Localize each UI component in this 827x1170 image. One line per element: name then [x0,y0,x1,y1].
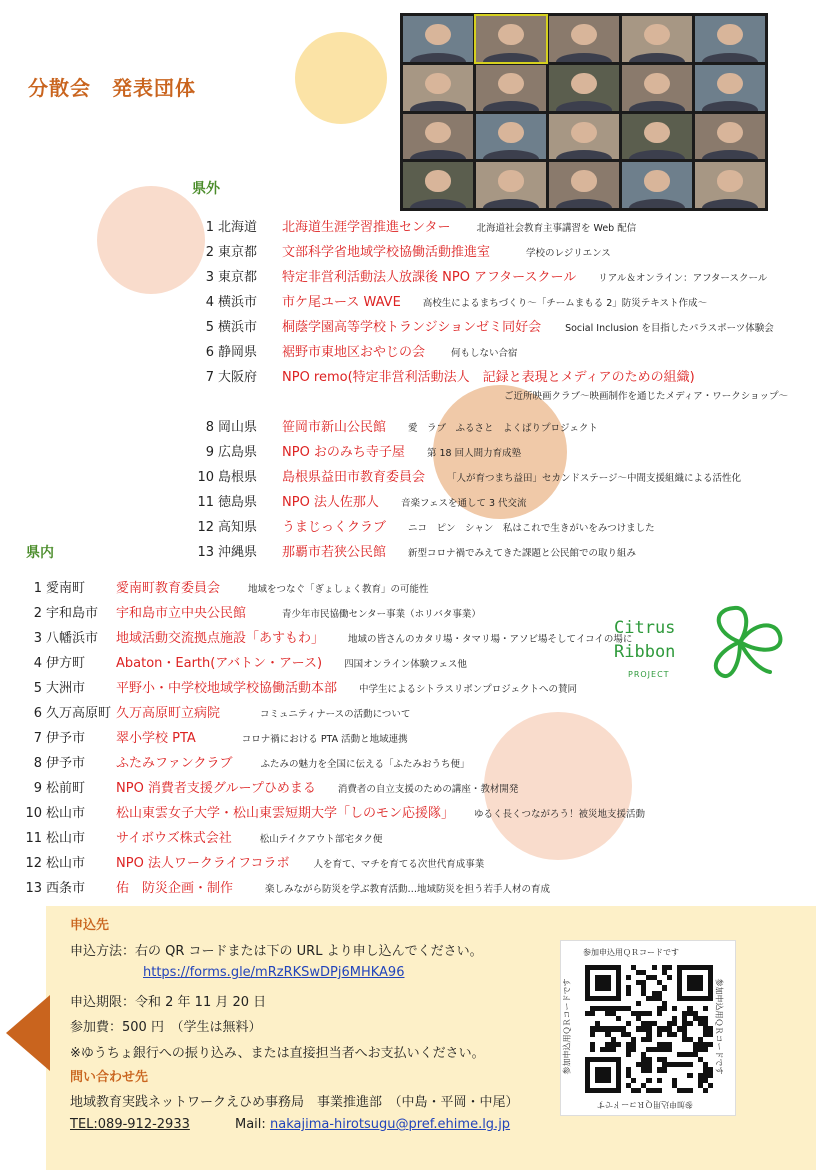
inside_list-row [22,602,481,622]
row-description: 新型コロナ禍でみえてきた課題と公民館での取り組み [408,548,637,559]
row-prefecture: 西条市 [46,881,86,896]
row-organization: 文部科学省地域学校協働活動推進室 [282,245,491,260]
row-prefecture: 宇和島市 [46,606,99,621]
row-organization: 佑 防災企画・制作 [116,881,234,896]
pointer-triangle-icon [6,995,50,1071]
citrus-ribbon-logo [598,590,794,690]
row-number: 10 [25,806,42,821]
decor-circle-yellow [295,32,387,124]
outside_list-row [196,266,767,286]
row-prefecture: 北海道 [218,220,258,235]
row-organization: NPO 消費者支援グループひめまる [116,781,316,796]
row-number: 8 [33,756,42,771]
row-description: Social Inclusion を目指したパラスポーツ体験会 [565,323,774,334]
inside_list-row [22,702,410,722]
row-number: 2 [33,606,42,621]
row-description: 楽しみながら防災を学ぶ教育活動…地域防災を担う若手人材の育成 [265,884,551,895]
row-description: ニコ ピン シャン 私はこれで生きがいをみつけました [408,523,655,534]
row-description: 中学生によるシトラスリボンプロジェクトへの賛同 [359,684,578,695]
row-number: 12 [25,856,42,871]
row-description: 青少年市民協働センター事業（ホリバタ事業） [282,609,481,620]
apply-url-link[interactable]: https://forms.gle/mRzRKSwDPj6MHKA96 [143,965,405,980]
row-description: ご近所映画クラブ～映画制作を通じたメディア・ワークショップ～ [504,391,789,402]
outside_list-row [196,441,521,461]
apply-heading: 申込先 [70,918,110,933]
row-organization: 特定非営利活動法人放課後 NPO アフタースクール [282,270,577,285]
row-number: 6 [205,345,214,360]
row-prefecture: 島根県 [218,470,258,485]
row-number: 7 [205,370,214,385]
row-prefecture: 岡山県 [218,420,258,435]
row-organization: うまじっくクラブ [282,520,387,535]
row-prefecture: 横浜市 [218,295,258,310]
row-number: 7 [33,731,42,746]
row-prefecture: 松山市 [46,806,86,821]
inside_list-row [22,752,470,772]
row-number: 4 [205,295,214,310]
row-description: 学校のレジリエンス [526,248,611,259]
inside_list-row [22,577,429,597]
row-description: 第 18 回人間力育成塾 [426,448,522,459]
row-number: 1 [33,581,42,596]
row-description: 地域の皆さんのカタリ場・タマリ場・アソビ場そしてイコイの場に [348,634,633,645]
inside_list-row [22,652,467,672]
section-outside: 県外 [192,181,220,197]
decor-circle-pink [97,186,205,294]
row-prefecture: 松山市 [46,856,86,871]
inside_list-row [22,677,577,697]
row-organization: 平野小・中学校地域学校協働活動本部 [116,681,338,696]
row-organization: 翠小学校 PTA [116,731,196,746]
row-description: コミュニティナースの活動について [260,709,411,720]
contact-mail-label: Mail: [235,1117,266,1132]
section-inside: 県内 [26,545,54,561]
contact-office: 地域教育実践ネットワークえひめ事務局 事業推進部 （中島・平岡・中尾） [70,1095,519,1110]
row-organization: ふたみファンクラブ [116,756,233,771]
outside_list-row [196,291,707,311]
qr-caption-top: 参加申込用ＱＲコードです [583,948,679,957]
row-prefecture: 松前町 [46,781,86,796]
row-organization: 笹岡市新山公民館 [282,420,387,435]
ribbon-icon [598,590,794,690]
outside_list-row [196,216,636,236]
apply-fee: 参加費：500 円 （学生は無料） [70,1020,262,1035]
row-number: 1 [205,220,214,235]
inside_list-row [22,777,518,797]
row-number: 13 [25,881,42,896]
row-organization: 久万高原町立病院 [116,706,221,721]
row-number: 6 [33,706,42,721]
inside_list-row [22,877,550,897]
qr-caption-bottom: 参加申込用ＱＲコードです [597,1100,693,1109]
qr-code-icon [585,965,713,1093]
row-organization: 宇和島市立中央公民館 [116,606,247,621]
outside_list-row [196,366,717,386]
outside_list-row [196,466,741,486]
row-prefecture: 伊方町 [46,656,86,671]
row-description: 北海道社会教育主事講習を Web 配信 [476,223,637,234]
row-organization: サイボウズ株式会社 [116,831,232,846]
row-prefecture: 高知県 [218,520,258,535]
row-organization: 那覇市若狭公民館 [282,545,387,560]
apply-note: ※ゆうちょ銀行への振り込み、または直接担当者へお支払いください。 [70,1046,485,1061]
row-number: 11 [25,831,42,846]
outside_list-row [196,416,598,436]
qr-caption-left: 参加申込用ＱＲコードです [562,978,572,1075]
row-organization: Abaton・Earth(アバトン・アース) [116,656,323,671]
row-prefecture: 沖縄県 [218,545,258,560]
row-description: コロナ禍における PTA 活動と地域連携 [241,734,408,745]
logo-sub: PROJECT [628,670,670,679]
row-prefecture: 大洲市 [46,681,86,696]
row-prefecture: 伊予市 [46,731,86,746]
row-description: 松山テイクアウト部宅タク便 [259,834,383,845]
qr-caption-right: 参加申込用ＱＲコードです [714,978,724,1075]
row-description: リアル＆オンライン：アフタースクール [598,273,768,284]
row-organization: 愛南町教育委員会 [116,581,221,596]
contact-heading: 問い合わせ先 [70,1070,149,1085]
row-number: 9 [33,781,42,796]
row-organization: NPO おのみち寺子屋 [282,445,405,460]
row-description: 何もしない合宿 [451,348,518,359]
row-number: 2 [205,245,214,260]
row-number: 5 [33,681,42,696]
row-organization: NPO 法人佐那人 [282,495,379,510]
row-organization: 裾野市東地区おやじの会 [282,345,426,360]
row-description: 「人が育つまち益田」セカンドステージ～中間支援組織による活性化 [447,473,742,484]
inside_list-row [22,727,408,747]
apply-deadline: 申込期限：令和 2 年 11 月 20 日 [70,995,267,1010]
row-prefecture: 東京都 [218,245,258,260]
outside_list-row [196,241,611,261]
row-description: 四国オンライン体験フェス他 [344,659,467,670]
inside_list-row [22,852,484,872]
row-prefecture: 松山市 [46,831,86,846]
contact-mail-link[interactable]: nakajima-hirotsugu@pref.ehime.lg.jp [270,1117,511,1132]
outside_list-row [196,516,655,536]
row-prefecture: 静岡県 [218,345,258,360]
inside_list-row [22,827,382,847]
row-number: 3 [205,270,214,285]
row-organization: 北海道生涯学習推進センター [282,220,451,235]
row-organization: NPO remo(特定非営利活動法人 記録と表現とメディアのための組織) [282,370,695,385]
row-number: 13 [197,545,214,560]
row-prefecture: 徳島県 [218,495,258,510]
row-organization: NPO 法人ワークライフコラボ [116,856,290,871]
row-number: 11 [197,495,214,510]
logo-line2: Ribbon [614,642,676,662]
row-prefecture: 東京都 [218,270,258,285]
row-number: 12 [197,520,214,535]
apply-method: 申込方法：右の QR コードまたは下の URL より申し込んでください。 [70,944,483,959]
video-conference-photo [400,13,768,211]
logo-line1: Citrus [614,618,676,638]
row-prefecture: 久万高原町 [46,706,112,721]
outside_list-row [196,341,518,361]
row-prefecture: 愛南町 [46,581,86,596]
outside_list-row [196,316,774,336]
page-title: 分散会 発表団体 [28,76,196,100]
row-number: 8 [205,420,214,435]
row-description: 消費者の自立支援のための講座・教材開発 [337,784,519,795]
row-organization: 桐蔭学園高等学校トランジションゼミ同好会 [282,320,542,335]
row-description: 愛 ラブ ふるさと よくばりプロジェクト [408,423,598,434]
row-organization: 松山東雲女子大学・松山東雲短期大学「しのモン応援隊」 [116,806,455,821]
row-description: 音楽フェスを通して 3 代交流 [400,498,527,509]
outside_list-row [196,491,527,511]
row-prefecture: 伊予市 [46,756,86,771]
row-organization: 地域活動交流拠点施設「あすもわ」 [116,631,325,646]
row-organization: 市ケ尾ユース WAVE [282,295,401,310]
row-description: 人を育て、マチを育てる次世代育成事業 [313,859,485,870]
row-prefecture: 横浜市 [218,320,258,335]
row-organization: 島根県益田市教育委員会 [282,470,426,485]
row-number: 5 [205,320,214,335]
row-prefecture: 八幡浜市 [46,631,99,646]
qr-code-box[interactable] [560,940,736,1116]
row-number: 9 [205,445,214,460]
inside_list-row [22,627,632,647]
row-prefecture: 広島県 [218,445,258,460]
inside_list-row [22,802,645,822]
row-number: 3 [33,631,42,646]
row-number: 10 [197,470,214,485]
contact-tel[interactable]: TEL:089-912-2933 [70,1117,190,1132]
row-description: ふたみの魅力を全国に伝える「ふたみおうち便」 [260,759,470,770]
outside_list-row [196,541,636,561]
row-description: 地域をつなぐ「ぎょしょく教育」の可能性 [248,584,429,595]
row-description: ゆるく長くつながろう！被災地支援活動 [474,809,646,820]
row-prefecture: 大阪府 [218,370,258,385]
row-number: 4 [33,656,42,671]
row-description: 高校生によるまちづくり～「チームまもる 2」防災テキスト作成～ [422,298,708,309]
